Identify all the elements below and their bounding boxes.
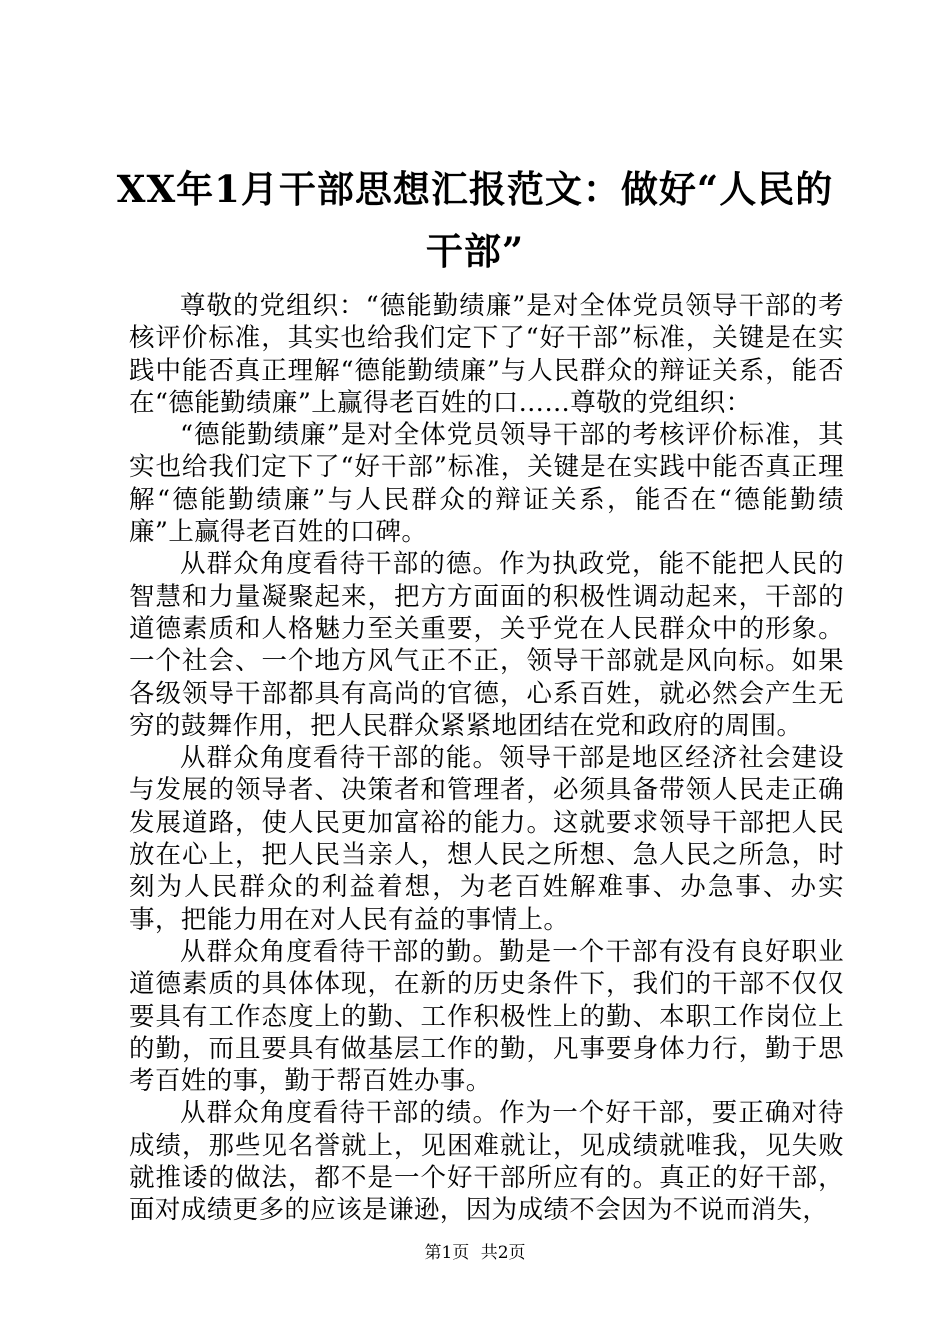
paragraph-5: 从群众角度看待干部的勤。勤是一个干部有没有良好职业道德素质的具体体现，在新的历史条件下，我们的干部不仅仅要具有工作态度上的勤、工作积极性上的勤、本职工作岗位上的勤，而且要具有做基层工作的勤，凡事要身体力行，勤于思考百姓的事，勤于帮百姓办事。	[129, 936, 844, 1097]
paragraph-3: 从群众角度看待干部的德。作为执政党，能不能把人民的智慧和力量凝聚起来，把方方面面的积极性调动起来，干部的道德素质和人格魅力至关重要，关乎党在人民群众中的形象。一个社会、一个地方风气正不正，领导干部就是风向标。如果各级领导干部都具有高尚的官德，心系百姓，就必然会产生无穷的鼓舞作用，把人民群众紧紧地团结在党和政府的周围。	[129, 549, 844, 741]
page-footer	[0, 1243, 950, 1263]
document-body	[129, 290, 844, 1227]
paragraph-1: 尊敬的党组织：“德能勤绩廉”是对全体党员领导干部的考核评价标准，其实也给我们定下了“好干部”标准，关键是在实践中能否真正理解“德能勤绩廉”与人民群众的辩证关系，能否在“德能勤绩廉”上赢得老百姓的口……尊敬的党组织：	[129, 291, 844, 418]
paragraph-4: 从群众角度看待干部的能。领导干部是地区经济社会建设与发展的领导者、决策者和管理者，必须具备带领人民走正确发展道路，使人民更加富裕的能力。这就要求领导干部把人民放在心上，把人民当亲人，想人民之所想、急人民之所急，时刻为人民群众的利益着想，为老百姓解难事、办急事、办实事，把能力用在对人民有益的事情上。	[129, 743, 844, 935]
page-number: 第1页	[424, 1243, 470, 1263]
paragraph-6: 从群众角度看待干部的绩。作为一个好干部，要正确对待成绩，那些见名誉就上，见困难就让，见成绩就唯我，见失败就推诿的做法，都不是一个好干部所应有的。真正的好干部，面对成绩更多的应该是谦逊，因为成绩不会因为不说而消失，	[129, 1098, 844, 1226]
page-total: 共2页	[480, 1243, 526, 1263]
document-title: XX年1月干部思想汇报范文：做好“人民的干部”	[116, 167, 834, 273]
paragraph-2: “德能勤绩廉”是对全体党员领导干部的考核评价标准，其实也给我们定下了“好干部”标准，关键是在实践中能否真正理解“德能勤绩廉”与人民群众的辩证关系，能否在“德能勤绩廉”上赢得老百姓的口碑。	[129, 420, 844, 548]
